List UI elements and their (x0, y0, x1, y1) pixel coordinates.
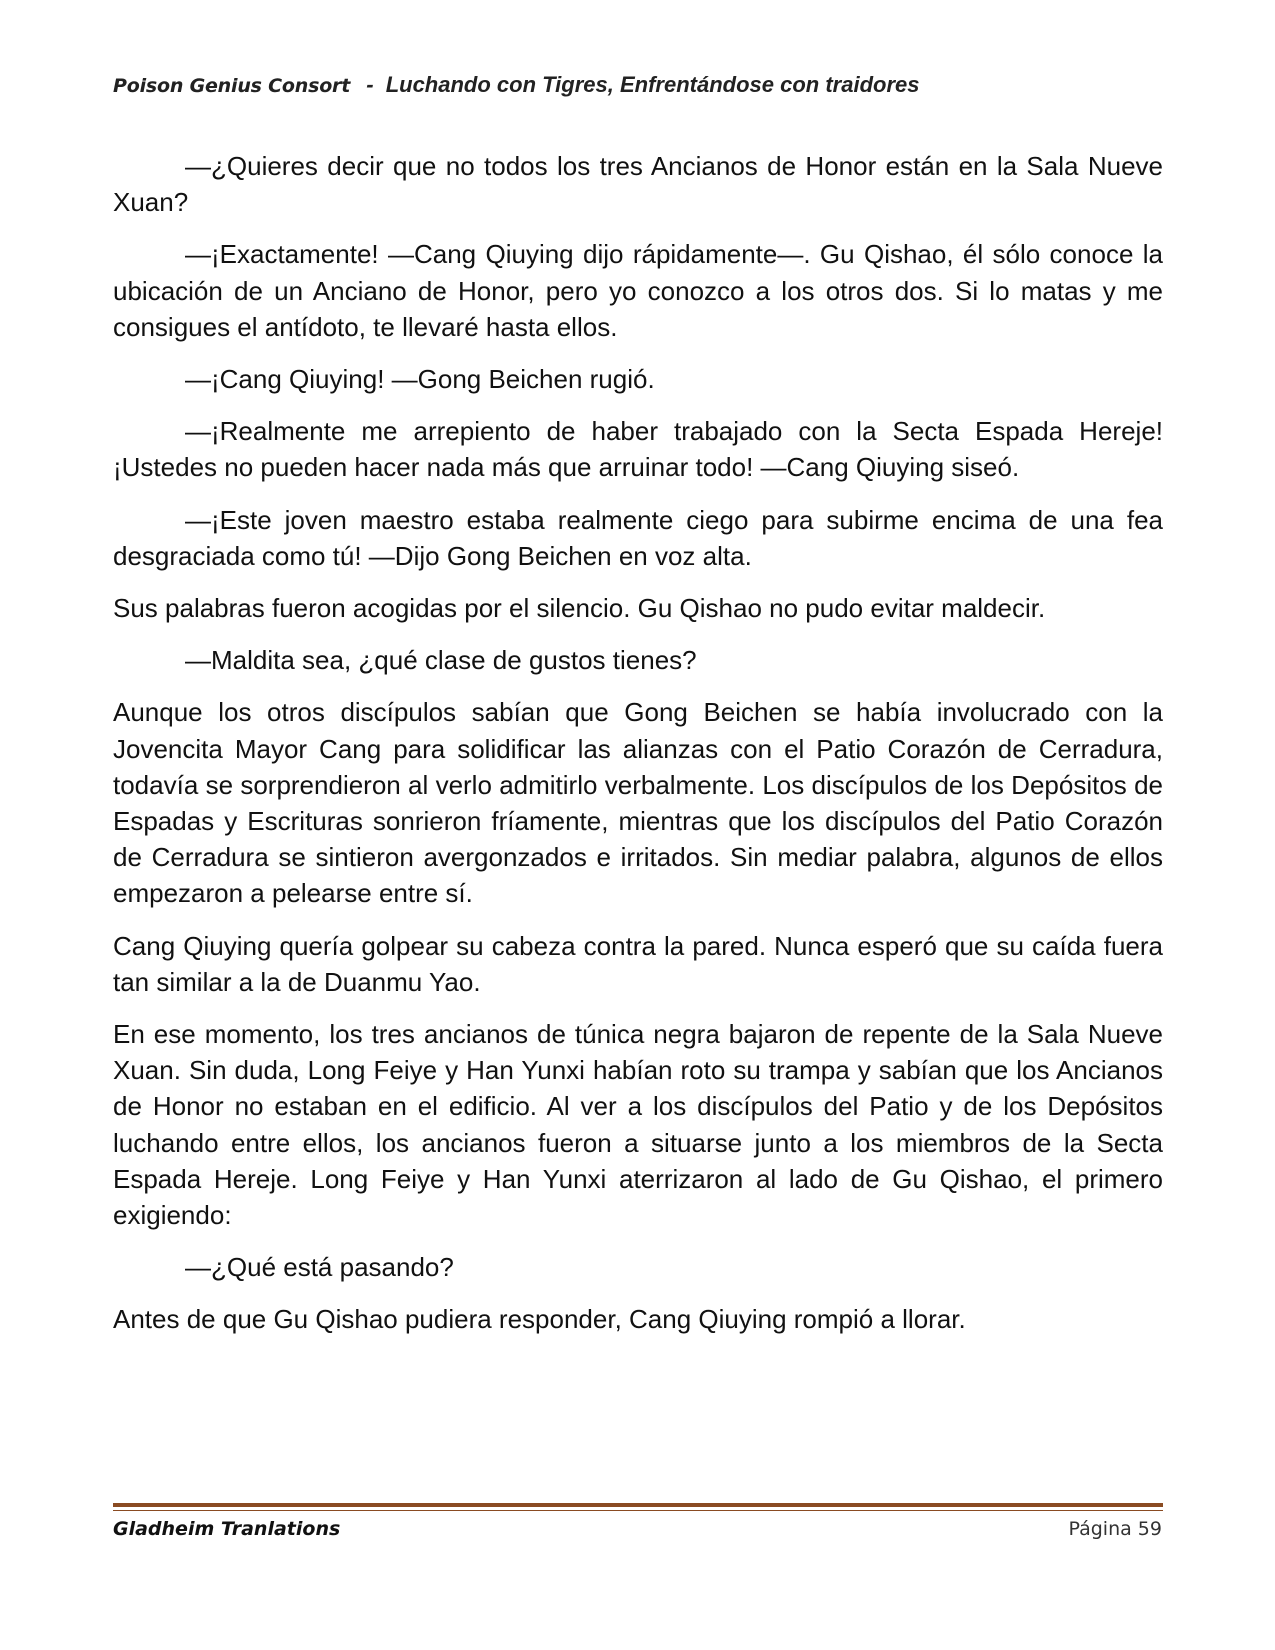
header-separator: - (366, 72, 374, 97)
paragraph: —¡Este joven maestro estaba realmente ciego para subirme encima de una fea desgraciada como tú! —Dijo Gong Beichen en voz alta. (113, 504, 1163, 571)
paragraph: —¡Realmente me arrepiento de haber trabajado con la Secta Espada Hereje! ¡Ustedes no pueden hacer nada más que arruinar todo! —Cang Qiuying siseó. (113, 416, 1163, 483)
paragraph: Aunque los otros discípulos sabían que Gong Beichen se había involucrado con la Jovencita Mayor Cang para solidificar las alianzas con el Patio Corazón de Cerradura, todavía se sorprendieron al verlo admitirlo verbalmente. Los discípulos de los Depósitos de Espadas y Escrituras sonrieron fríamente, mientras que los discípulos del Patio Corazón de Cerradura se sintieron avergonzados e irritados. Sin mediar palabra, algunos de ellos empezaron a pelearse entre sí. (113, 697, 1163, 909)
paragraph: —¡Cang Qiuying! —Gong Beichen rugió. (185, 364, 655, 395)
paragraph: —¿Qué está pasando? (185, 1252, 454, 1283)
paragraph: —¿Quieres decir que no todos los tres Ancianos de Honor están en la Sala Nueve Xuan? (113, 151, 1163, 218)
running-header (113, 72, 1163, 98)
paragraph: En ese momento, los tres ancianos de túnica negra bajaron de repente de la Sala Nueve Xuan. Sin duda, Long Feiye y Han Yunxi habían roto su trampa y sabían que los Ancianos de Honor no estaban en el edificio. Al ver a los discípulos del Patio y de los Depósitos luchando entre ellos, los ancianos fueron a situarse junto a los miembros de la Secta Espada Hereje. Long Feiye y Han Yunxi aterrizaron al lado de Gu Qishao, el primero exigiendo: (113, 1019, 1163, 1231)
paragraph: Antes de que Gu Qishao pudiera responder, Cang Qiuying rompió a llorar. (113, 1304, 966, 1335)
paragraph: —Maldita sea, ¿qué clase de gustos tienes? (185, 645, 697, 676)
footer-rule-thick (113, 1503, 1163, 1507)
series-title: Poison Genius Consort (113, 75, 351, 97)
paragraph: —¡Exactamente! —Cang Qiuying dijo rápidamente—. Gu Qishao, él sólo conoce la ubicación de un Anciano de Honor, pero yo conozco a los otros dos. Si lo matas y me consigues el antídoto, te llevaré hasta ellos. (113, 239, 1163, 342)
page-body (113, 148, 1163, 1354)
chapter-title: Luchando con Tigres, Enfrentándose con traidores (385, 72, 920, 97)
page-number: Página 59 (1068, 1518, 1162, 1540)
footer-rule-thin (113, 1510, 1163, 1511)
paragraph: Sus palabras fueron acogidas por el silencio. Gu Qishao no pudo evitar maldecir. (113, 593, 1046, 624)
footer-publisher: Gladheim Tranlations (113, 1518, 341, 1540)
paragraph: Cang Qiuying quería golpear su cabeza contra la pared. Nunca esperó que su caída fuera tan similar a la de Duanmu Yao. (113, 930, 1163, 997)
